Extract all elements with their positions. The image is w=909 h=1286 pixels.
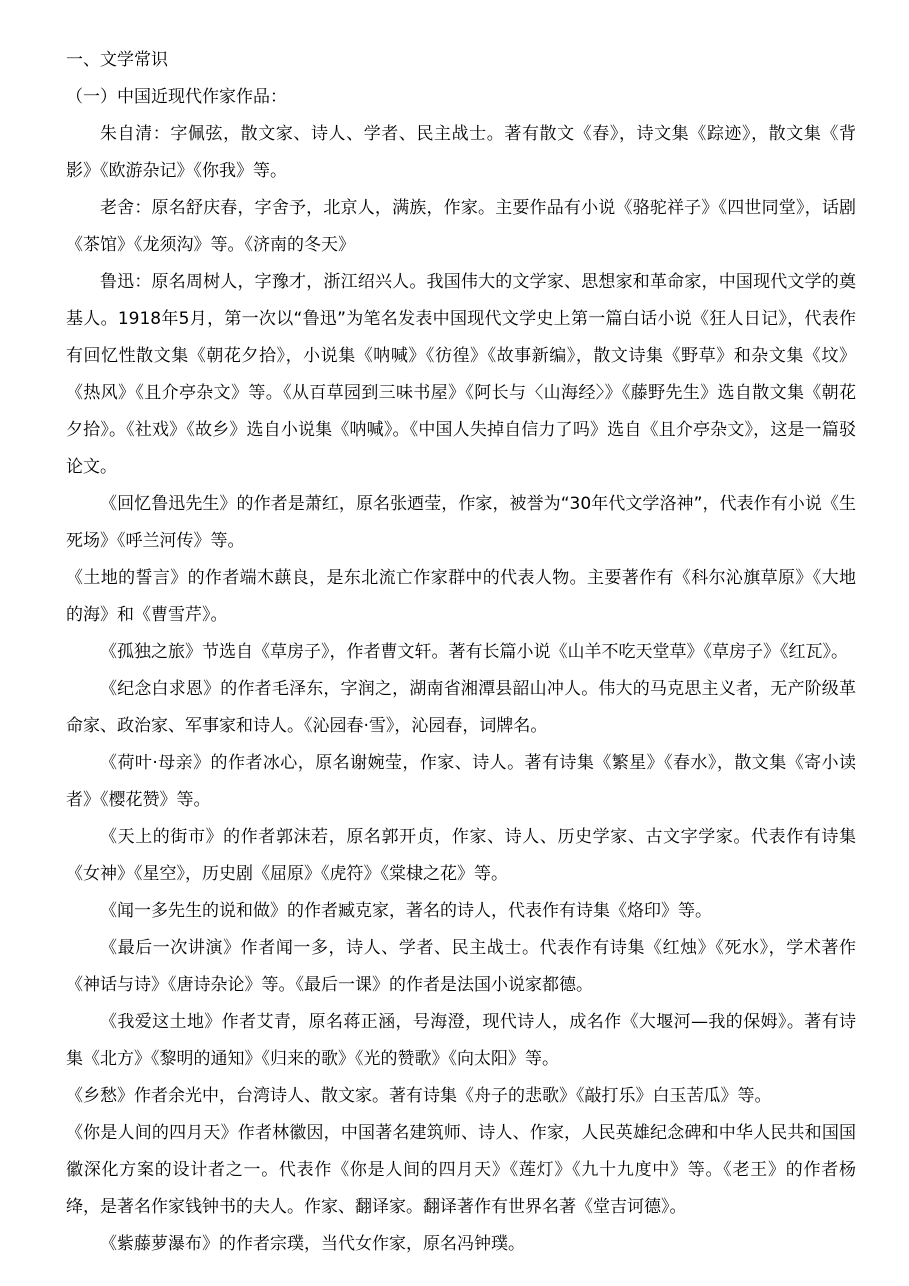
paragraph-lin-huiyin: 《你是人间的四月天》作者林徽因，中国著名建筑师、诗人、作家，人民英雄纪念碑和中华人民共和国国徽深化方案的设计者之一。代表作《你是人间的四月天》《莲灯》《九十九度中》等。《老王》的作者杨绛，是著名作家钱钟书的夫人。作家、翻译家。翻译著作有世界名著《堂吉诃德》。 [66, 1123, 856, 1217]
paragraph-ai-qing: 《我爱这土地》作者艾青，原名蒋正涵，号海澄，现代诗人，成名作《大堰河—我的保姆》。著有诗集《北方》《黎明的通知》《归来的歌》《光的赞歌》《向太阳》等。 [66, 1012, 856, 1069]
paragraph-cao-wenxuan: 《孤独之旅》节选自《草房子》，作者曹文轩。著有长篇小说《山羊不吃天堂草》《草房子》《红瓦》。 [100, 642, 848, 662]
paragraph-zhu-ziqing: 朱自清：字佩弦，散文家、诗人、学者、民主战士。著有散文《春》，诗文集《踪迹》，散文集《背影》《欧游杂记》《你我》等。 [66, 124, 856, 181]
subsection-title: （一）中国近现代作家作品： [66, 87, 287, 107]
paragraph-zong-pu: 《紫藤萝瀑布》的作者宗璞，当代女作家，原名冯钟璞。 [100, 1234, 525, 1254]
paragraph-bing-xin: 《荷叶·母亲》的作者冰心，原名谢婉莹，作家、诗人。著有诗集《繁星》《春水》，散文集《寄小读者》《樱花赞》等。 [66, 753, 856, 810]
paragraph-lao-she: 老舍：原名舒庆春，字舍予，北京人，满族，作家。主要作品有小说《骆驼祥子》《四世同堂》，话剧《茶馆》《龙须沟》等。《济南的冬天》 [66, 198, 856, 255]
paragraph-guo-moruo: 《天上的街市》的作者郭沫若，原名郭开贞，作家、诗人、历史学家、古文字学家。代表作有诗集《女神》《星空》，历史剧《屈原》《虎符》《棠棣之花》等。 [66, 827, 856, 884]
document-page [66, 42, 856, 1263]
paragraph-mao-zedong: 《纪念白求恩》的作者毛泽东，字润之，湖南省湘潭县韶山冲人。伟大的马克思主义者，无产阶级革命家、政治家、军事家和诗人。《沁园春·雪》，沁园春，词牌名。 [66, 679, 856, 736]
paragraph-zang-kejia: 《闻一多先生的说和做》的作者臧克家，著名的诗人，代表作有诗集《烙印》等。 [100, 901, 712, 921]
paragraph-yu-guangzhong: 《乡愁》作者余光中，台湾诗人、散文家。著有诗集《舟子的悲歌》《敲打乐》白玉苦瓜》等。 [66, 1086, 772, 1106]
paragraph-lu-xun: 鲁迅：原名周树人，字豫才，浙江绍兴人。我国伟大的文学家、思想家和革命家，中国现代文学的奠基人。1918年5月，第一次以“鲁迅”为笔名发表中国现代文学史上第一篇白话小说《狂人日记》，代表作有回忆性散文集《朝花夕拾》，小说集《呐喊》《彷徨》《故事新编》，散文诗集《野草》和杂文集《坟》《热风》《且介亭杂文》等。《从百草园到三味书屋》《阿长与〈山海经〉》《藤野先生》选自散文集《朝花夕拾》。《社戏》《故乡》选自小说集《呐喊》。《中国人失掉自信力了吗》选自《且介亭杂文》，这是一篇驳论文。 [66, 272, 856, 477]
paragraph-duanmu-hongliang: 《土地的誓言》的作者端木蕻良，是东北流亡作家群中的代表人物。主要著作有《科尔沁旗草原》《大地的海》和《曹雪芹》。 [66, 568, 856, 625]
paragraph-xiao-hong: 《回忆鲁迅先生》的作者是萧红，原名张迺莹，作家，被誉为“30年代文学洛神”，代表作有小说《生死场》《呼兰河传》等。 [66, 494, 856, 551]
paragraph-wen-yiduo: 《最后一次讲演》作者闻一多，诗人、学者、民主战士。代表作有诗集《红烛》《死水》，学术著作《神话与诗》《唐诗杂论》等。《最后一课》的作者是法国小说家都德。 [66, 938, 856, 995]
section-title: 一、文学常识 [66, 50, 168, 70]
